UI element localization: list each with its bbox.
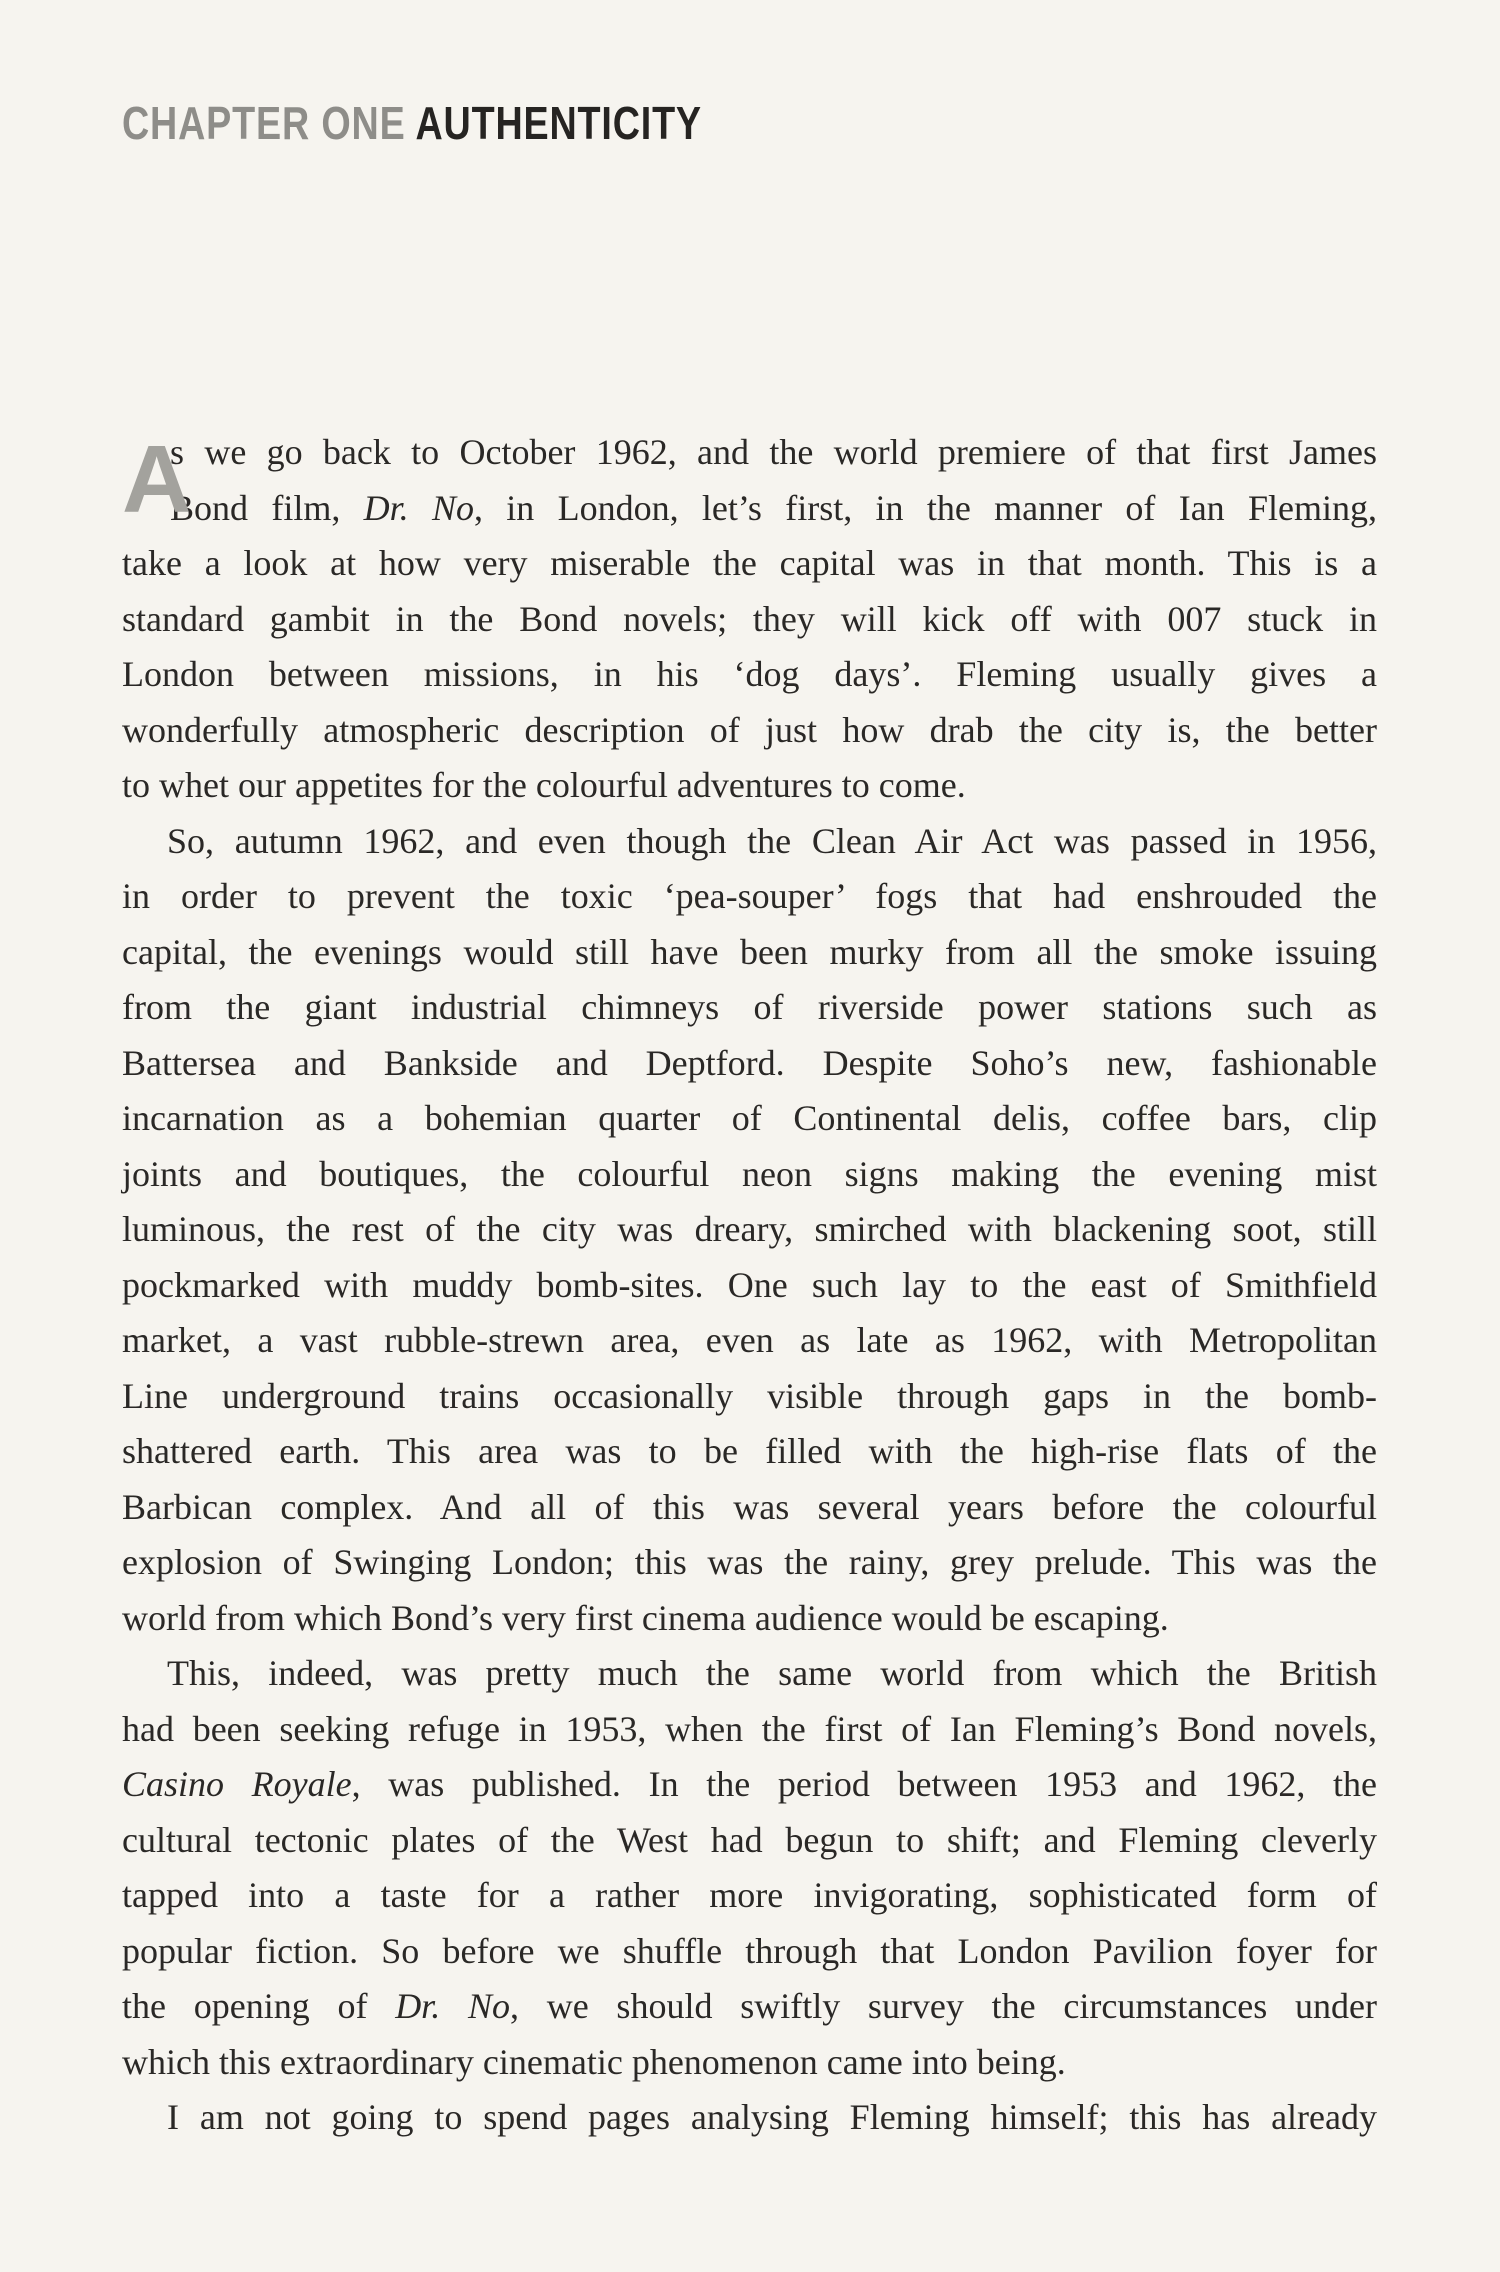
text-line (122, 536, 1377, 592)
body-text (122, 425, 1377, 2146)
text-line (122, 481, 1377, 537)
text-line (122, 1979, 1377, 2035)
text-line (122, 703, 1377, 759)
text-line (122, 425, 1377, 481)
text-run: London between missions, in his ‘dog days’. Fleming usually gives a (122, 654, 1377, 694)
text-run: which this extraordinary cinematic phenomenon came into being. (122, 2041, 1066, 2082)
text-line (122, 980, 1377, 1036)
text-run: tapped into a taste for a rather more invigorating, sophisticated form of (122, 1875, 1377, 1915)
italic-title: Dr. No (395, 1986, 510, 2026)
text-run: standard gambit in the Bond novels; they will kick off with 007 stuck in (122, 598, 1377, 639)
drop-cap: A (122, 426, 192, 533)
text-line (122, 1480, 1377, 1536)
text-line (122, 1813, 1377, 1869)
text-line (122, 925, 1377, 981)
text-line (122, 647, 1377, 703)
text-run: the opening of (122, 1986, 396, 2026)
text-line (122, 1091, 1377, 1147)
text-line (122, 2090, 1377, 2146)
italic-title: Dr. No (363, 487, 474, 528)
text-run: had been seeking refuge in 1953, when the first of Ian Fleming’s Bond novels, (122, 1708, 1377, 1749)
text-run: joints and boutiques, the colourful neon signs making the evening mist (122, 1153, 1377, 1194)
text-line (122, 1591, 1377, 1647)
text-run: popular fiction. So before we shuffle through that London Pavilion foyer for (122, 1930, 1377, 1971)
text-run: , we should swiftly survey the circumstances under (509, 1986, 1377, 2026)
text-line (122, 2035, 1377, 2091)
text-line (122, 1424, 1377, 1480)
text-run: Barbican complex. And all of this was several years before the colourful (122, 1486, 1377, 1527)
text-line (122, 814, 1377, 870)
text-run: luminous, the rest of the city was dreary, smirched with blackening soot, still (122, 1209, 1377, 1249)
text-run: pockmarked with muddy bomb-sites. One such lay to the east of Smithfield (122, 1264, 1377, 1305)
text-line (122, 1313, 1377, 1369)
text-run: Bond film, (170, 487, 364, 528)
text-run: , in London, let’s first, in the manner of Ian Fleming, (473, 487, 1377, 528)
text-run: Line underground trains occasionally visible through gaps in the bomb- (122, 1375, 1377, 1416)
text-line (122, 1757, 1377, 1813)
chapter-label: CHAPTER ONE (122, 97, 406, 149)
chapter-heading (122, 96, 702, 150)
text-run: This, indeed, was pretty much the same world from which the British (167, 1653, 1377, 1693)
text-run: to whet our appetites for the colourful adventures to come. (122, 765, 966, 805)
text-run: Battersea and Bankside and Deptford. Despite Soho’s new, fashionable (122, 1042, 1377, 1083)
text-run: s we go back to October 1962, and the world premiere of that first James (170, 432, 1377, 472)
text-line (122, 592, 1377, 648)
text-run: world from which Bond’s very first cinema audience would be escaping. (122, 1597, 1169, 1638)
text-run: capital, the evenings would still have been murky from all the smoke issuing (122, 931, 1377, 972)
text-line (122, 1646, 1377, 1702)
text-run: cultural tectonic plates of the West had begun to shift; and Fleming cleverly (122, 1819, 1377, 1860)
text-line (122, 1036, 1377, 1092)
text-line (122, 1202, 1377, 1258)
italic-title: Casino Royale (122, 1764, 352, 1804)
text-line (122, 1147, 1377, 1203)
text-line (122, 1868, 1377, 1924)
text-run: market, a vast rubble-strewn area, even as late as 1962, with Metropolitan (122, 1320, 1377, 1360)
text-run: I am not going to spend pages analysing Fleming himself; this has already (167, 2097, 1377, 2137)
text-run: take a look at how very miserable the capital was in that month. This is a (122, 543, 1377, 583)
text-run: shattered earth. This area was to be filled with the high-rise flats of the (122, 1431, 1377, 1471)
text-run: , was published. In the period between 1953 and 1962, the (351, 1764, 1377, 1804)
chapter-title: AUTHENTICITY (415, 97, 702, 149)
text-line (122, 1369, 1377, 1425)
text-line (122, 1924, 1377, 1980)
text-run: from the giant industrial chimneys of riverside power stations such as (122, 987, 1377, 1027)
text-run: explosion of Swinging London; this was the rainy, grey prelude. This was the (122, 1542, 1377, 1582)
text-line (122, 1702, 1377, 1758)
text-run: in order to prevent the toxic ‘pea-souper’ fogs that had enshrouded the (122, 876, 1377, 916)
text-run: wonderfully atmospheric description of just how drab the city is, the better (122, 709, 1377, 750)
text-run: So, autumn 1962, and even though the Clean Air Act was passed in 1956, (167, 820, 1377, 861)
text-line (122, 1258, 1377, 1314)
text-line (122, 1535, 1377, 1591)
text-line (122, 869, 1377, 925)
text-run: incarnation as a bohemian quarter of Continental delis, coffee bars, clip (122, 1098, 1377, 1138)
text-line (122, 758, 1377, 814)
